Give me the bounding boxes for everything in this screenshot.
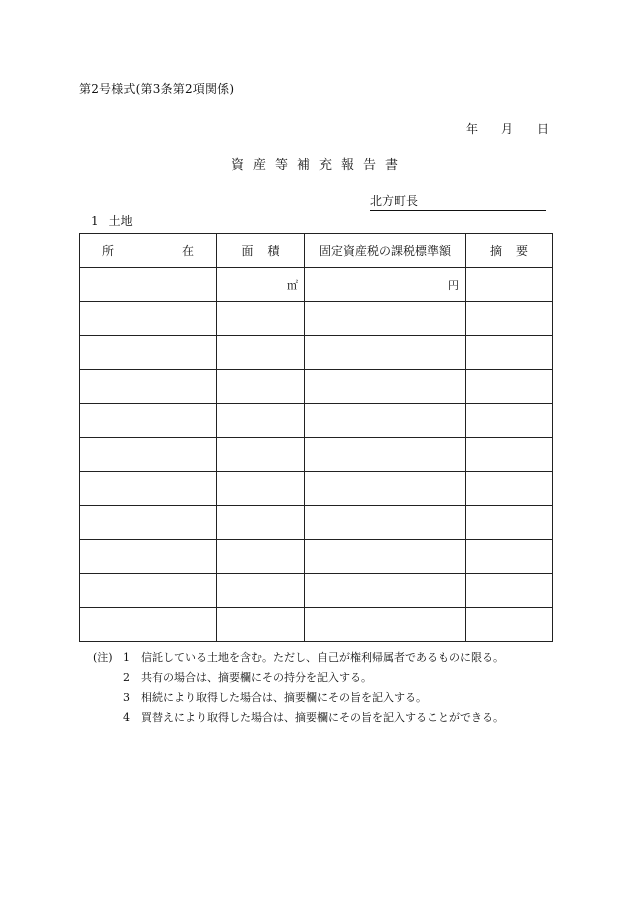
location-cell[interactable] xyxy=(80,540,217,574)
note-item xyxy=(93,708,504,728)
remarks-cell[interactable] xyxy=(466,336,553,370)
remarks-cell[interactable] xyxy=(466,438,553,472)
table-row xyxy=(80,268,553,302)
note-number: 2 xyxy=(123,671,130,684)
tax-value-cell[interactable] xyxy=(305,608,466,642)
area-unit: ㎡ xyxy=(287,278,298,292)
land-table xyxy=(79,233,553,642)
note-text: 相続により取得した場合は、摘要欄にその旨を記入する。 xyxy=(141,691,427,704)
note-item xyxy=(93,668,504,688)
date-day-label: 日 xyxy=(537,122,550,136)
remarks-cell[interactable] xyxy=(466,302,553,336)
tax-value-cell[interactable] xyxy=(305,370,466,404)
notes-prefix: (注) xyxy=(93,651,113,664)
tax-value-cell[interactable] xyxy=(305,472,466,506)
table-row xyxy=(80,506,553,540)
area-cell[interactable] xyxy=(217,336,305,370)
tax-value-cell[interactable] xyxy=(305,302,466,336)
location-cell[interactable] xyxy=(80,608,217,642)
remarks-cell[interactable] xyxy=(466,268,553,302)
location-cell[interactable] xyxy=(80,506,217,540)
area-cell[interactable] xyxy=(217,608,305,642)
remarks-cell[interactable] xyxy=(466,404,553,438)
note-text: 買替えにより取得した場合は、摘要欄にその旨を記入することができる。 xyxy=(141,711,504,724)
tax-value-cell[interactable] xyxy=(305,438,466,472)
addressee: 北方町長 xyxy=(370,192,546,211)
table-row xyxy=(80,574,553,608)
remarks-cell[interactable] xyxy=(466,472,553,506)
tax-value-cell[interactable] xyxy=(305,268,466,302)
table-row xyxy=(80,336,553,370)
note-text: 共有の場合は、摘要欄にその持分を記入する。 xyxy=(141,671,372,684)
note-item xyxy=(93,688,504,708)
area-cell[interactable] xyxy=(217,574,305,608)
remarks-cell[interactable] xyxy=(466,370,553,404)
area-cell[interactable] xyxy=(217,370,305,404)
section-heading xyxy=(91,212,133,229)
table-body xyxy=(80,302,553,642)
remarks-cell[interactable] xyxy=(466,608,553,642)
tax-value-unit: 円 xyxy=(448,278,459,292)
header-location xyxy=(80,234,217,268)
header-area: 面積 xyxy=(217,234,305,268)
area-cell[interactable] xyxy=(217,540,305,574)
note-number: 1 xyxy=(123,651,130,664)
area-cell[interactable] xyxy=(217,302,305,336)
table-row xyxy=(80,302,553,336)
table-row xyxy=(80,370,553,404)
location-cell[interactable] xyxy=(80,268,217,302)
location-cell[interactable] xyxy=(80,336,217,370)
table-row xyxy=(80,608,553,642)
location-cell[interactable] xyxy=(80,404,217,438)
remarks-cell[interactable] xyxy=(466,506,553,540)
remarks-cell[interactable] xyxy=(466,540,553,574)
document-title: 資産等補充報告書 xyxy=(230,158,407,173)
area-cell[interactable] xyxy=(217,438,305,472)
header-location-left: 所 xyxy=(102,244,115,258)
location-cell[interactable] xyxy=(80,302,217,336)
location-cell[interactable] xyxy=(80,472,217,506)
table-header-row xyxy=(80,234,553,268)
note-number: 4 xyxy=(123,711,130,724)
section-number: 1 xyxy=(91,214,99,228)
area-cell[interactable] xyxy=(217,472,305,506)
date-month-label: 月 xyxy=(501,122,514,136)
area-cell[interactable] xyxy=(217,404,305,438)
section-label: 土地 xyxy=(108,214,133,228)
area-cell[interactable] xyxy=(217,268,305,302)
area-cell[interactable] xyxy=(217,506,305,540)
table-row xyxy=(80,438,553,472)
table-row xyxy=(80,540,553,574)
table-row xyxy=(80,404,553,438)
note-number: 3 xyxy=(123,691,130,704)
header-remarks: 摘要 xyxy=(466,234,553,268)
tax-value-cell[interactable] xyxy=(305,404,466,438)
header-location-right: 在 xyxy=(181,244,194,258)
tax-value-cell[interactable] xyxy=(305,540,466,574)
form-number: 第2号様式(第3条第2項関係) xyxy=(79,82,235,96)
notes xyxy=(93,648,504,728)
table-row xyxy=(80,472,553,506)
location-cell[interactable] xyxy=(80,370,217,404)
location-cell[interactable] xyxy=(80,438,217,472)
remarks-cell[interactable] xyxy=(466,574,553,608)
note-item xyxy=(93,648,504,668)
date-year-label: 年 xyxy=(466,122,479,136)
tax-value-cell[interactable] xyxy=(305,336,466,370)
tax-value-cell[interactable] xyxy=(305,574,466,608)
tax-value-cell[interactable] xyxy=(305,506,466,540)
note-text: 信託している土地を含む。ただし、自己が権利帰属者であるものに限る。 xyxy=(141,651,504,664)
header-tax-value: 固定資産税の課税標準額 xyxy=(305,234,466,268)
location-cell[interactable] xyxy=(80,574,217,608)
